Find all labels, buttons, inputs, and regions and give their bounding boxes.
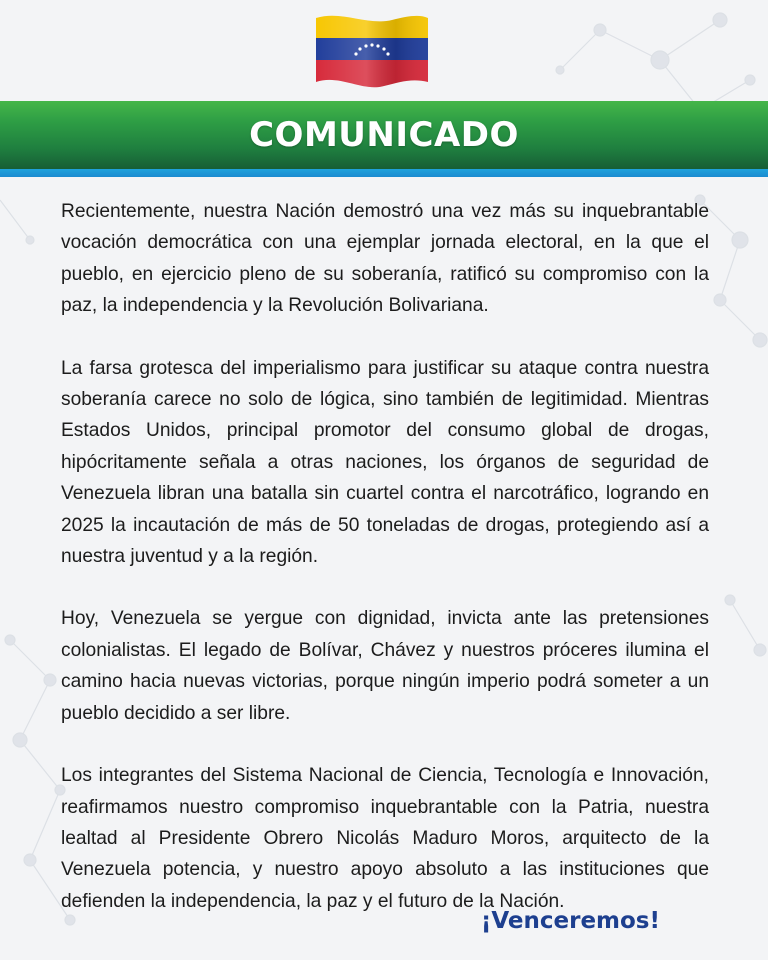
- title-banner: [0, 101, 768, 169]
- paragraph: Los integrantes del Sistema Nacional de Ciencia, Tecnología e Innovación, reafirmamos nuestro compromiso inquebrantable con la Patria, nuestra lealtad al Presidente Obrero Nicolás Maduro Moros, arquitecto de la Venezuela potencia, y nuestro apoyo absoluto a las instituciones que defienden la independencia, la paz y el futuro de la Nación.: [61, 765, 709, 912]
- venezuela-flag-icon: [312, 12, 432, 88]
- paragraph: La farsa grotesca del imperialismo para justificar su ataque contra nuestra soberanía carece no solo de lógica, sino también de legitimidad. Mientras Estados Unidos, principal promotor del consumo global de drogas, hipócritamente señala a otras naciones, los órganos de seguridad de Venezuela libran una batalla sin cuartel contra el narcotráfico, logrando en 2025 la incautación de más de 50 toneladas de drogas, protegiendo así a nuestra juventud y a la región.: [61, 357, 709, 568]
- page-title: COMUNICADO: [249, 115, 519, 155]
- closing-slogan: ¡Venceremos!: [480, 908, 660, 934]
- paragraph: Hoy, Venezuela se yergue con dignidad, invicta ante las pretensiones colonialistas. El legado de Bolívar, Chávez y nuestros próceres ilumina el camino hacia nuevas victorias, porque ningún imperio podrá someter a un pueblo decidido a ser libre.: [61, 608, 709, 724]
- communique-body: [61, 196, 709, 948]
- banner-accent-stripe: [0, 169, 768, 177]
- paragraph: Recientemente, nuestra Nación demostró una vez más su inquebrantable vocación democrática con una ejemplar jornada electoral, en la que el pueblo, en ejercicio pleno de su soberanía, ratificó su compromiso con la paz, la independencia y la Revolución Bolivariana.: [61, 201, 709, 317]
